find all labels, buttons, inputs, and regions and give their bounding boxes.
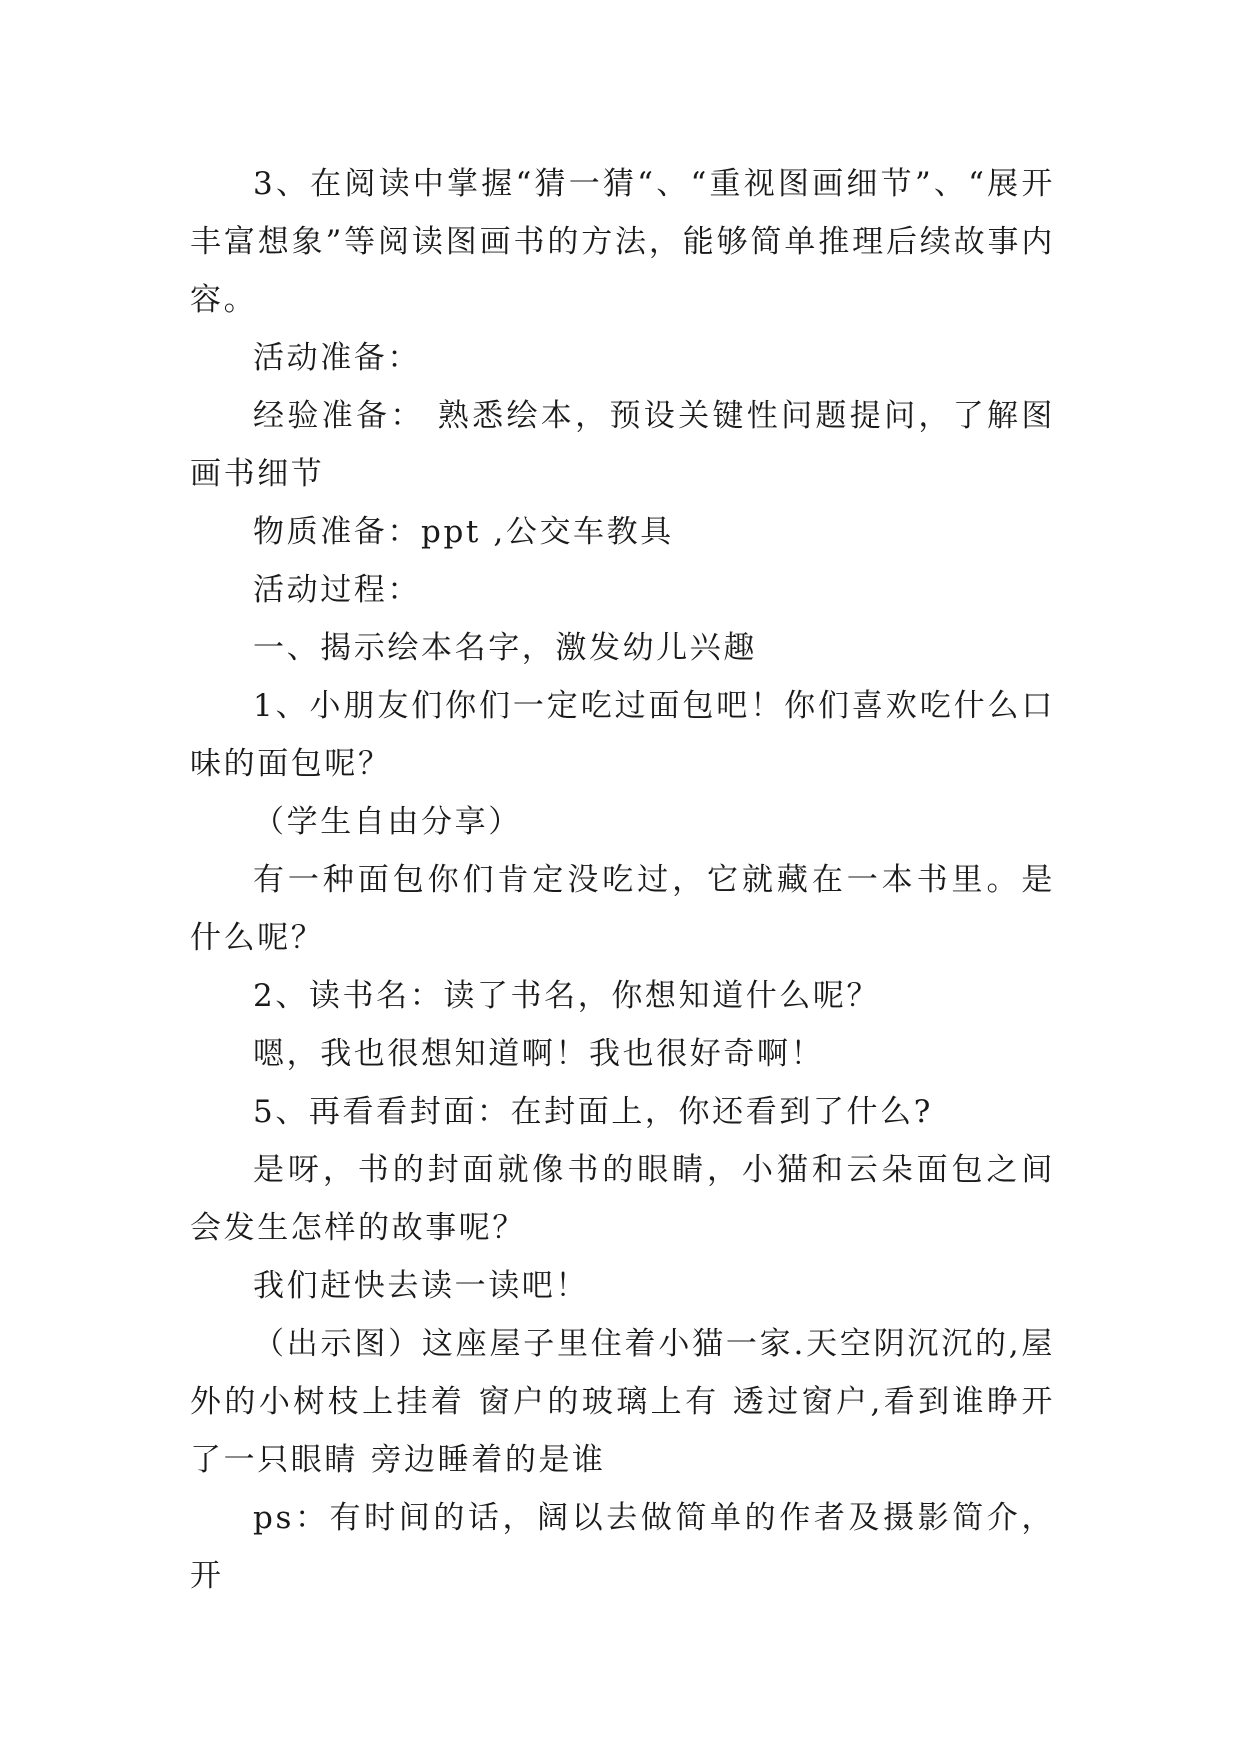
paragraph-question-1: 1、小朋友们你们一定吃过面包吧！你们喜欢吃什么口味的面包呢？	[190, 688, 1055, 782]
paragraph-show-picture: （出示图）这座屋子里住着小猫一家.天空阴沉沉的,屋外的小树枝上挂着 窗户的玻璃上有 透过窗户,看到谁睁开了一只眼睛 旁边睡着的是谁	[190, 1326, 1055, 1478]
paragraph-student-share: （学生自由分享）	[253, 804, 522, 840]
paragraph-objective-3: 3、在阅读中掌握“猜一猜“、“重视图画细节”、“展开丰富想象”等阅读图画书的方法，能够简单推理后续故事内容。	[190, 166, 1055, 318]
paragraph-curious: 嗯，我也很想知道啊！我也很好奇啊！	[253, 1036, 825, 1072]
paragraph-material-preparation: 物质准备：ppt ,公交车教具	[253, 514, 674, 550]
paragraph-read-together: 我们赶快去读一读吧！	[253, 1268, 589, 1304]
document-body	[190, 155, 1055, 1605]
paragraph-hidden-bread: 有一种面包你们肯定没吃过，它就藏在一本书里。是什么呢？	[190, 862, 1055, 956]
paragraph-ps-note: ps：有时间的话，阔以去做简单的作者及摄影简介，开	[190, 1500, 1055, 1594]
paragraph-experience-preparation: 经验准备： 熟悉绘本，预设关键性问题提问，了解图画书细节	[190, 398, 1055, 492]
paragraph-question-2: 2、读书名：读了书名，你想知道什么呢？	[253, 978, 881, 1014]
paragraph-process-heading: 活动过程：	[253, 572, 421, 608]
paragraph-step-one-heading: 一、揭示绘本名字，激发幼儿兴趣	[253, 630, 757, 666]
paragraph-question-5: 5、再看看封面：在封面上，你还看到了什么?	[253, 1094, 933, 1130]
paragraph-preparation-heading: 活动准备：	[253, 340, 421, 376]
paragraph-cover-eyes: 是呀，书的封面就像书的眼睛，小猫和云朵面包之间会发生怎样的故事呢？	[190, 1152, 1055, 1246]
